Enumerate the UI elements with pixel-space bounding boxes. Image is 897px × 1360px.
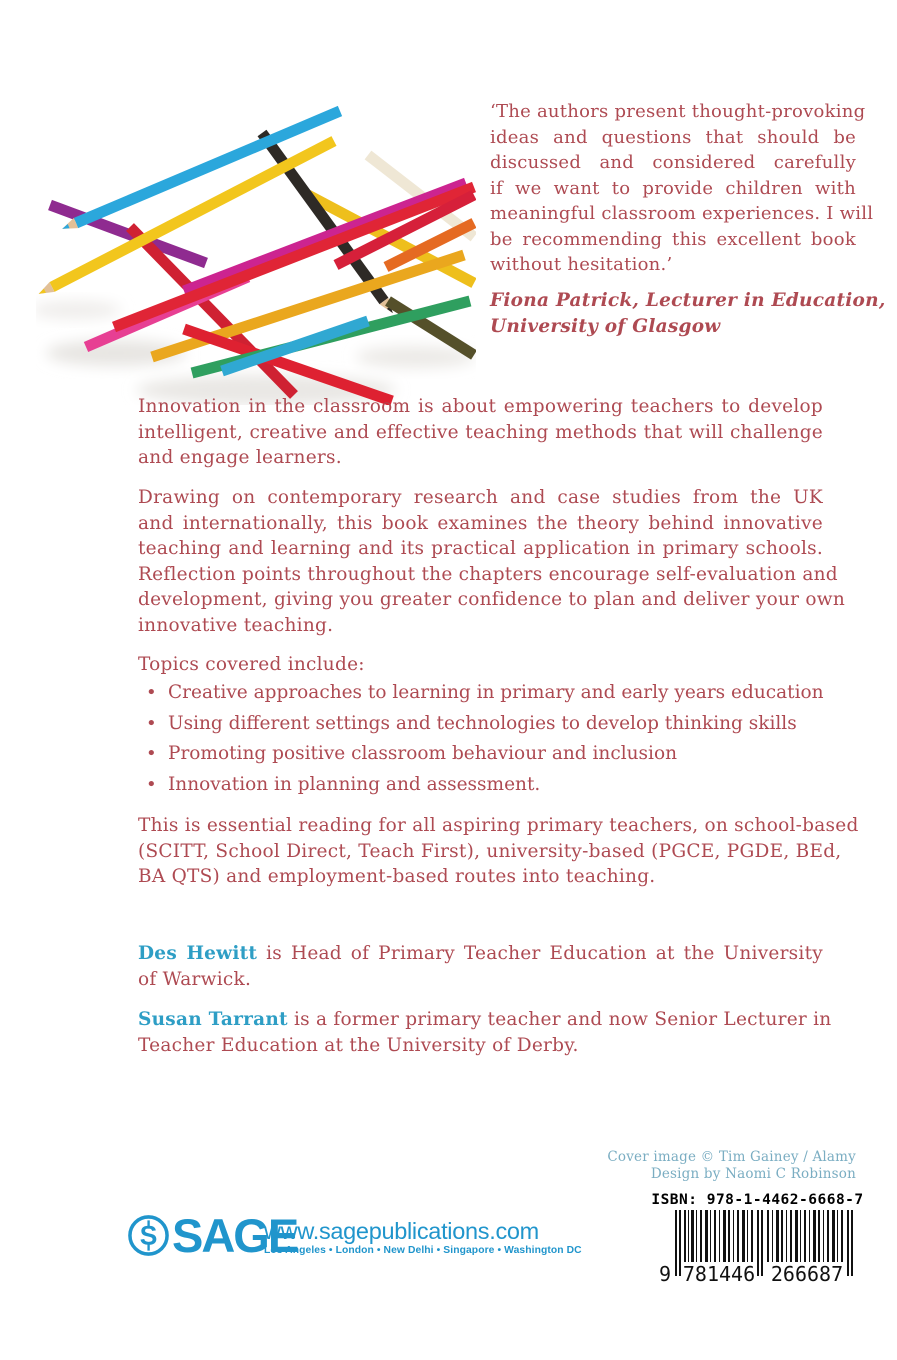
bullet-text: Promoting positive classroom behaviour and inclusion [168,743,677,764]
intro-paragraph [138,394,823,471]
text-line: Drawing on contemporary research and case studies from the UK [138,487,823,508]
author-bio-des-hewitt [138,941,823,992]
bullet-dot-icon [138,741,168,767]
barcode-digit-lead: 9 [659,1262,672,1286]
sage-wordmark: SAGE [172,1209,298,1262]
attribution-line: University of Glasgow [490,316,721,337]
review-quote [490,99,874,278]
text-line: Teacher Education at the University of Derby. [138,1034,579,1056]
list-item [138,772,823,803]
text-line [138,941,823,967]
list-item [138,741,823,772]
bullet-dot-icon [138,711,168,737]
quote-line: discussed and considered carefully [490,152,856,173]
quote-line: if we want to provide children with [490,177,856,199]
bullet-dot-icon [138,680,168,706]
list-item [138,680,823,711]
text-line: Topics covered include: [138,654,365,675]
text-line: This is essential reading for all aspiring primary teachers, on school-based [138,815,859,836]
author-bio-text: is a former primary teacher and now Senior Lecturer in [287,1009,832,1030]
cover-credits [456,1149,856,1182]
text-line: innovative teaching. [138,614,334,636]
publisher-website-url: www.sagepublications.com [264,1218,539,1244]
topics-list [138,680,823,802]
attribution-line: Fiona Patrick, Lecturer in Education, [490,290,886,311]
text-line: Reflection points throughout the chapters encourage self-evaluation and [138,563,838,585]
text-line: Innovation in the classroom is about empowering teachers to develop [138,396,823,417]
quote-line: ‘The authors present thought-provoking [490,101,866,122]
text-line: intelligent, creative and effective teaching methods that will challenge [138,421,823,443]
text-line [138,1007,832,1033]
bullet-text: Creative approaches to learning in primary and early years education [168,682,824,703]
bullet-text: Using different settings and technologies to develop thinking skills [168,712,797,734]
author-bio-susan-tarrant [138,1007,832,1058]
text-line: development, giving you greater confidence to plan and deliver your own [138,589,846,610]
quote-line: ideas and questions that should be [490,126,856,148]
pencil-pile-photo [36,95,476,405]
barcode-digits-group1: 781446 [682,1262,756,1286]
author-name: Des Hewitt [138,943,258,964]
text-line: of Warwick. [138,968,252,990]
text-line: teaching and learning and its practical application in primary schools. [138,538,823,559]
barcode-digits-group2: 266687 [770,1262,844,1286]
quote-attribution [490,288,886,340]
text-line: and engage learners. [138,447,342,468]
sage-s-circle-icon [127,1214,170,1257]
text-line: (SCITT, School Direct, Teach First), university-based (PGCE, PGDE, BEd, [138,840,842,862]
author-bio-text: is Head of Primary Teacher Education at the University [257,943,823,964]
description-paragraph [138,485,846,638]
cover-image-credit: Cover image © Tim Gainey / Alamy [607,1149,856,1165]
isbn-label: ISBN: 978-1-4462-6668-7 [651,1192,864,1208]
publisher-cities: Los Angeles • London • New Delhi • Singapore • Washington DC [264,1245,582,1256]
list-item [138,711,823,742]
text-line: BA QTS) and employment-based routes into teaching. [138,866,656,887]
barcode-graphic [657,1210,862,1288]
quote-line: meaningful classroom experiences. I will [490,203,874,224]
sage-s-letter: S [139,1220,158,1251]
quote-line: be recommending this excellent book [490,228,856,250]
pencil-pile-illustration [36,95,476,405]
publisher-website-block [264,1219,582,1256]
author-name: Susan Tarrant [138,1009,288,1030]
isbn-barcode [657,1210,862,1288]
text-line: and internationally, this book examines the theory behind innovative [138,512,823,534]
design-credit: Design by Naomi C Robinson [650,1165,856,1182]
audience-paragraph [138,813,859,890]
topics-heading [138,652,823,678]
bullet-dot-icon [138,772,168,798]
bullet-text: Innovation in planning and assessment. [168,773,541,795]
quote-line: without hesitation.’ [490,254,673,275]
